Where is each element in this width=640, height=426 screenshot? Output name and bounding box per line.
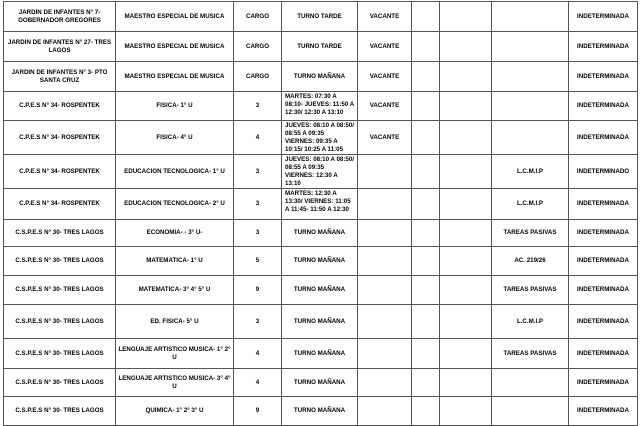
status-cell [358,369,412,397]
note-cell: L.C.M.I.P [492,189,569,220]
term-cell: INDETERMINADA [569,62,638,92]
empty-cell [440,2,492,32]
note-cell [492,369,569,397]
note-cell: TAREAS PASIVAS [492,276,569,305]
empty-cell [440,155,492,189]
empty-cell [440,121,492,155]
hours-cell: 9 [234,276,282,305]
empty-cell [412,339,440,369]
shift-cell: TURNO TARDE [282,32,358,62]
school-cell: C.S.P.E.S N° 30- TRES LAGOS [4,276,116,305]
hours-cell: CARGO [234,2,282,32]
school-cell: C.P.E.S N° 34- ROSPENTEK [4,189,116,220]
school-cell: C.S.P.E.S N° 30- TRES LAGOS [4,369,116,397]
note-cell: TAREAS PASIVAS [492,220,569,247]
position-cell: MATEMATICA- 1° U [116,247,234,276]
table-row [4,305,638,339]
school-cell: C.P.E.S N° 34- ROSPENTEK [4,121,116,155]
school-cell: C.S.P.E.S N° 30- TRES LAGOS [4,339,116,369]
empty-cell [412,155,440,189]
empty-cell [412,62,440,92]
position-cell: QUIMICA- 1° 2° 3° U [116,397,234,426]
term-cell: INDETERMINADA [569,2,638,32]
status-cell [358,155,412,189]
position-cell: MAESTRO ESPECIAL DE MUSICA [116,62,234,92]
shift-cell: TURNO MAÑANA [282,339,358,369]
empty-cell [412,92,440,121]
hours-cell: 3 [234,155,282,189]
shift-cell: TURNO MAÑANA [282,247,358,276]
hours-cell: 4 [234,369,282,397]
term-cell: INDETERMINADA [569,369,638,397]
table-row [4,92,638,121]
status-cell: VACANTE [358,92,412,121]
shift-cell: TURNO MAÑANA [282,369,358,397]
empty-cell [412,2,440,32]
empty-cell [440,276,492,305]
table-row [4,220,638,247]
school-cell: JARDIN DE INFANTES N° 7- GOBERNADOR GREGORES [4,2,116,32]
empty-cell [440,62,492,92]
table-row [4,189,638,220]
empty-cell [440,92,492,121]
term-cell: INDETERMINADA [569,220,638,247]
hours-cell: 5 [234,247,282,276]
term-cell: INDETERMINADA [569,397,638,426]
empty-cell [412,276,440,305]
table-row [4,155,638,189]
empty-cell [412,121,440,155]
hours-cell: 3 [234,220,282,247]
note-cell: L.C.M.I.P [492,155,569,189]
status-cell [358,247,412,276]
term-cell: INDETERMINADA [569,189,638,220]
empty-cell [440,32,492,62]
term-cell: INDETERMINADA [569,247,638,276]
note-cell [492,397,569,426]
hours-cell: 4 [234,121,282,155]
position-cell: ECONOMIA- - 3° U- [116,220,234,247]
table-row [4,32,638,62]
empty-cell [412,397,440,426]
position-cell: FISICA- 1° U [116,92,234,121]
school-cell: JARDIN DE INFANTES N° 27- TRES LAGOS [4,32,116,62]
table-row [4,369,638,397]
note-cell [492,2,569,32]
term-cell: INDETERMINADA [569,339,638,369]
shift-cell: TURNO MAÑANA [282,62,358,92]
note-cell [492,92,569,121]
vacancy-table [3,1,638,426]
table-row [4,121,638,155]
empty-cell [412,32,440,62]
empty-cell [412,247,440,276]
empty-cell [440,220,492,247]
note-cell [492,121,569,155]
school-cell: C.S.P.E.S N° 30- TRES LAGOS [4,397,116,426]
status-cell [358,397,412,426]
status-cell [358,220,412,247]
school-cell: C.P.E.S N° 34- ROSPENTEK [4,155,116,189]
hours-cell: 9 [234,397,282,426]
position-cell: MAESTRO ESPECIAL DE MUSICA [116,32,234,62]
school-cell: C.S.P.E.S N° 30- TRES LAGOS [4,220,116,247]
school-cell: C.S.P.E.S N° 30- TRES LAGOS [4,305,116,339]
status-cell: VACANTE [358,121,412,155]
shift-cell: TURNO MAÑANA [282,276,358,305]
position-cell: MAESTRO ESPECIAL DE MUSICA [116,2,234,32]
empty-cell [440,189,492,220]
note-cell [492,62,569,92]
table-row [4,2,638,32]
hours-cell: CARGO [234,62,282,92]
position-cell: LENGUAJE ARTISTICO MUSICA- 3° 4° U [116,369,234,397]
status-cell [358,339,412,369]
note-cell: L.C.M.I.P [492,305,569,339]
empty-cell [440,339,492,369]
note-cell [492,32,569,62]
table-row [4,62,638,92]
term-cell: INDETERMINADA [569,32,638,62]
position-cell: FISICA- 4° U [116,121,234,155]
status-cell: VACANTE [358,62,412,92]
status-cell [358,276,412,305]
hours-cell: CARGO [234,32,282,62]
status-cell: VACANTE [358,32,412,62]
term-cell: INDETERMINADA [569,92,638,121]
empty-cell [440,369,492,397]
status-cell [358,305,412,339]
position-cell: MATEMATICA- 3° 4° 5° U [116,276,234,305]
hours-cell: 3 [234,92,282,121]
hours-cell: 3 [234,305,282,339]
school-cell: C.S.P.E.S N° 30- TRES LAGOS [4,247,116,276]
term-cell: INDETERMINADA [569,305,638,339]
empty-cell [412,220,440,247]
note-cell: TAREAS PASIVAS [492,339,569,369]
shift-cell: TURNO MAÑANA [282,305,358,339]
table-row [4,276,638,305]
status-cell: VACANTE [358,2,412,32]
school-cell: C.P.E.S N° 34- ROSPENTEK [4,92,116,121]
term-cell: INDETERMINADA [569,121,638,155]
empty-cell [440,247,492,276]
shift-cell: MARTES: 07:30 A 08:10- JUEVES: 11:50 A 12:30/ 12:30 A 13:10 [282,92,358,121]
table-row [4,397,638,426]
shift-cell: TURNO MAÑANA [282,220,358,247]
status-cell [358,189,412,220]
shift-cell: TURNO MAÑANA [282,397,358,426]
table-row [4,339,638,369]
position-cell: ED. FISICA- 5° U [116,305,234,339]
empty-cell [440,397,492,426]
school-cell: JARDIN DE INFANTES N° 3- PTO SANTA CRUZ [4,62,116,92]
empty-cell [412,305,440,339]
shift-cell: JUEVES: 08:10 A 08:50/ 08:55 A 09:35 VIERNES: 09:35 A 10:15/ 10:25 A 11:05 [282,121,358,155]
empty-cell [412,189,440,220]
hours-cell: 3 [234,189,282,220]
term-cell: INDETERMINADO [569,155,638,189]
note-cell: AC. 219/26 [492,247,569,276]
table-row [4,247,638,276]
shift-cell: JUEVES: 08:10 A 08:50/ 08:55 A 09:35 VIERNES: 12:30 A 13:10 [282,155,358,189]
shift-cell: MARTES: 12:30 A 13:30/ VIERNES: 11:05 A 11:45- 11:50 A 12:30 [282,189,358,220]
position-cell: EDUCACION TECNOLOGICA- 2° U [116,189,234,220]
empty-cell [412,369,440,397]
hours-cell: 4 [234,339,282,369]
shift-cell: TURNO TARDE [282,2,358,32]
position-cell: LENGUAJE ARTISTICO MUSICA- 1° 2° U [116,339,234,369]
empty-cell [440,305,492,339]
term-cell: INDETERMINADA [569,276,638,305]
position-cell: EDUCACION TECNOLOGICA- 1° U [116,155,234,189]
